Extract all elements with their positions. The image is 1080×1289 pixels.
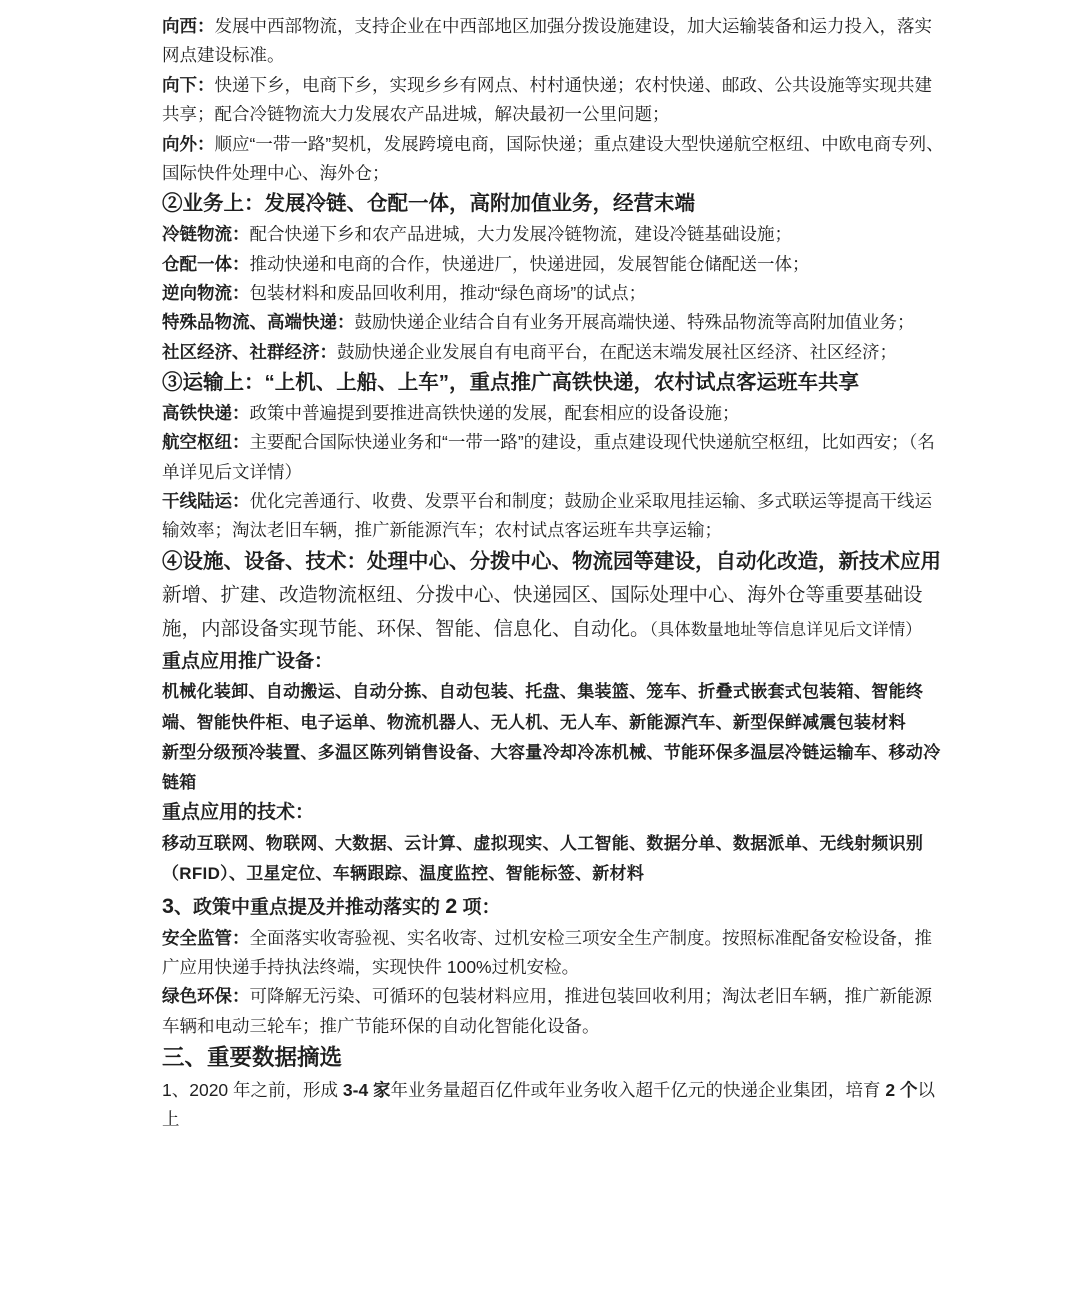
para-trunk-land-transport-run-1: 优化完善通行、收费、发票平台和制度；鼓励企业采取甩挂运输、多式联运等提高干线运输效率；淘汰老旧车辆，推广新能源汽车；农村试点客运班车共享运输； (162, 491, 932, 541)
para-data-item-1-run-2: 年业务量超百亿件或年业务收入超千亿元的快递企业集团，培育 (390, 1080, 886, 1101)
heading-key-policies-run-0: 3 (162, 894, 174, 919)
para-data-item-1 (162, 1076, 944, 1135)
para-cold-chain (162, 220, 944, 249)
para-safety-supervision-run-0: 安全监管： (162, 927, 250, 948)
heading-facilities-run-0: ④设施、设备、技术：处理中心、分拨中心、物流园等建设，自动化改造，新技术应用 (162, 549, 941, 573)
document-body (162, 0, 944, 1135)
para-xiangxi-run-1: 发展中西部物流，支持企业在中西部地区加强分拨设施建设，加大运输装备和运力投入，落实网点建设标准。 (162, 16, 932, 66)
heading-business (162, 188, 944, 220)
heading-key-policies-run-3: 项： (457, 897, 501, 919)
para-technology-list (162, 829, 944, 890)
para-highspeed-rail-run-0: 高铁快递： (162, 402, 250, 423)
para-cold-chain-run-1: 配合快递下乡和农产品进城，大力发展冷链物流，建设冷链基础设施； (249, 224, 792, 245)
para-special-goods-run-1: 鼓励快递企业结合自有业务开展高端快递、特殊品物流等高附加值业务； (354, 312, 915, 333)
para-xiangxia-run-1: 快递下乡，电商下乡，实现乡乡有网点、村村通快递；农村快递、邮政、公共设施等实现共建共享；配合冷链物流大力发展农产品进城，解决最初一公里问题； (162, 74, 932, 125)
para-safety-supervision-run-1: 全面落实收寄验视、实名收寄、过机安检三项安全生产制度。按照标准配备安检设备，推广应用快递手持执法终端，实现快件 100%过机安检。 (162, 927, 932, 978)
heading-key-policies-run-1: 、政策中重点提及并推动落实的 (173, 897, 446, 919)
para-aviation-hub-run-0: 航空枢纽： (162, 432, 250, 453)
para-safety-supervision (162, 924, 944, 983)
para-warehouse-distribution-run-0: 仓配一体： (162, 253, 250, 274)
para-data-item-1-run-3: 2 个 (885, 1080, 918, 1101)
subhead-key-technology (162, 798, 944, 828)
heading-facilities (162, 546, 944, 578)
para-reverse-logistics (162, 279, 944, 308)
para-xiangwai-run-1: 顺应“一带一路”契机，发展跨境电商，国际快递；重点建设大型快递航空枢纽、中欧电商专列、国际快件处理中心、海外仓； (162, 133, 944, 183)
para-data-item-1-run-1: 3-4 家 (342, 1080, 391, 1101)
heading-business-run-0: ②业务上：发展冷链、仓配一体，高附加值业务，经营末端 (162, 192, 695, 216)
heading-transport (162, 367, 944, 399)
para-xiangwai (162, 130, 944, 189)
para-reverse-logistics-run-0: 逆向物流： (162, 282, 250, 303)
para-infrastructure (162, 578, 944, 647)
para-community-economy-run-1: 鼓励快递企业发展自有电商平台，在配送末端发展社区经济、社区经济； (337, 341, 897, 362)
para-xiangxia-run-0: 向下： (162, 74, 215, 95)
subhead-key-equipment-run-0: 重点应用推广设备： (162, 650, 334, 672)
para-cold-chain-run-0: 冷链物流： (162, 224, 250, 245)
para-community-economy (162, 338, 944, 367)
para-highspeed-rail-run-1: 政策中普遍提到要推进高铁快递的发展，配套相应的设备设施； (249, 402, 740, 423)
heading-transport-run-0: ③运输上：“上机、上船、上车”，重点推广高铁快递，农村试点客运班车共享 (162, 371, 859, 395)
para-aviation-hub-run-1: 主要配合国际快递业务和“一带一路”的建设，重点建设现代快递航空枢纽，比如西安；（名单详见后文详情） (162, 432, 935, 482)
para-green-environmental-run-1: 可降解无污染、可循环的包装材料应用，推进包装回收利用；淘汰老旧车辆，推广新能源车辆和电动三轮车；推广节能环保的自动化智能化设备。 (162, 986, 932, 1036)
subhead-key-technology-run-0: 重点应用的技术： (162, 802, 315, 824)
para-trunk-land-transport (162, 487, 944, 546)
para-reverse-logistics-run-1: 包装材料和废品回收利用，推动“绿色商场”的试点； (249, 282, 647, 303)
heading-key-policies (162, 889, 944, 923)
para-equipment-list-2 (162, 738, 944, 799)
heading-important-data-run-0: 三、重要数据摘选 (162, 1045, 343, 1071)
heading-key-policies-run-2: 2 (445, 894, 458, 919)
para-special-goods (162, 308, 944, 337)
para-green-environmental-run-0: 绿色环保： (162, 986, 250, 1007)
para-aviation-hub (162, 428, 944, 487)
para-equipment-list-2-run-0: 新型分级预冷装置、多温区陈列销售设备、大容量冷却冷冻机械、节能环保多温层冷链运输车、移动冷链箱 (162, 742, 941, 793)
para-data-item-1-run-0: 1、2020 年之前，形成 (162, 1080, 343, 1101)
para-green-environmental (162, 982, 944, 1041)
subhead-key-equipment (162, 647, 944, 677)
para-xiangxi (162, 12, 944, 71)
para-community-economy-run-0: 社区经济、社群经济： (162, 341, 337, 362)
para-warehouse-distribution-run-1: 推动快递和电商的合作，快递进厂，快递进园，发展智能仓储配送一体； (249, 253, 810, 274)
para-trunk-land-transport-run-0: 干线陆运： (162, 491, 250, 511)
para-equipment-list-1-run-0: 机械化装卸、自动搬运、自动分拣、自动包装、托盘、集装篮、笼车、折叠式嵌套式包装箱、智能终端、智能快件柜、电子运单、物流机器人、无人机、无人车、新能源汽车、新型保鲜减震包装材料 (162, 682, 924, 732)
para-data-item-1-run-4: 以上 (162, 1080, 936, 1130)
para-warehouse-distribution (162, 250, 944, 279)
para-equipment-list-1 (162, 677, 944, 738)
para-xiangxi-run-0: 向西： (162, 16, 215, 36)
para-special-goods-run-0: 特殊品物流、高端快递： (162, 312, 355, 333)
para-infrastructure-run-0: 新增、扩建、改造物流枢纽、分拨中心、快递园区、国际处理中心、海外仓等重要基础设施，内部设备实现节能、环保、智能、信息化、自动化。 (162, 583, 923, 641)
para-technology-list-run-0: 移动互联网、物联网、大数据、云计算、虚拟现实、人工智能、数据分单、数据派单、无线射频识别（RFID）、卫星定位、车辆跟踪、温度监控、智能标签、新材料 (162, 833, 924, 883)
para-highspeed-rail (162, 399, 944, 428)
para-infrastructure-run-1: （具体数量地址等信息详见后文详情） (649, 621, 922, 640)
heading-important-data (162, 1041, 944, 1076)
para-xiangxia (162, 71, 944, 130)
para-xiangwai-run-0: 向外： (162, 133, 215, 154)
